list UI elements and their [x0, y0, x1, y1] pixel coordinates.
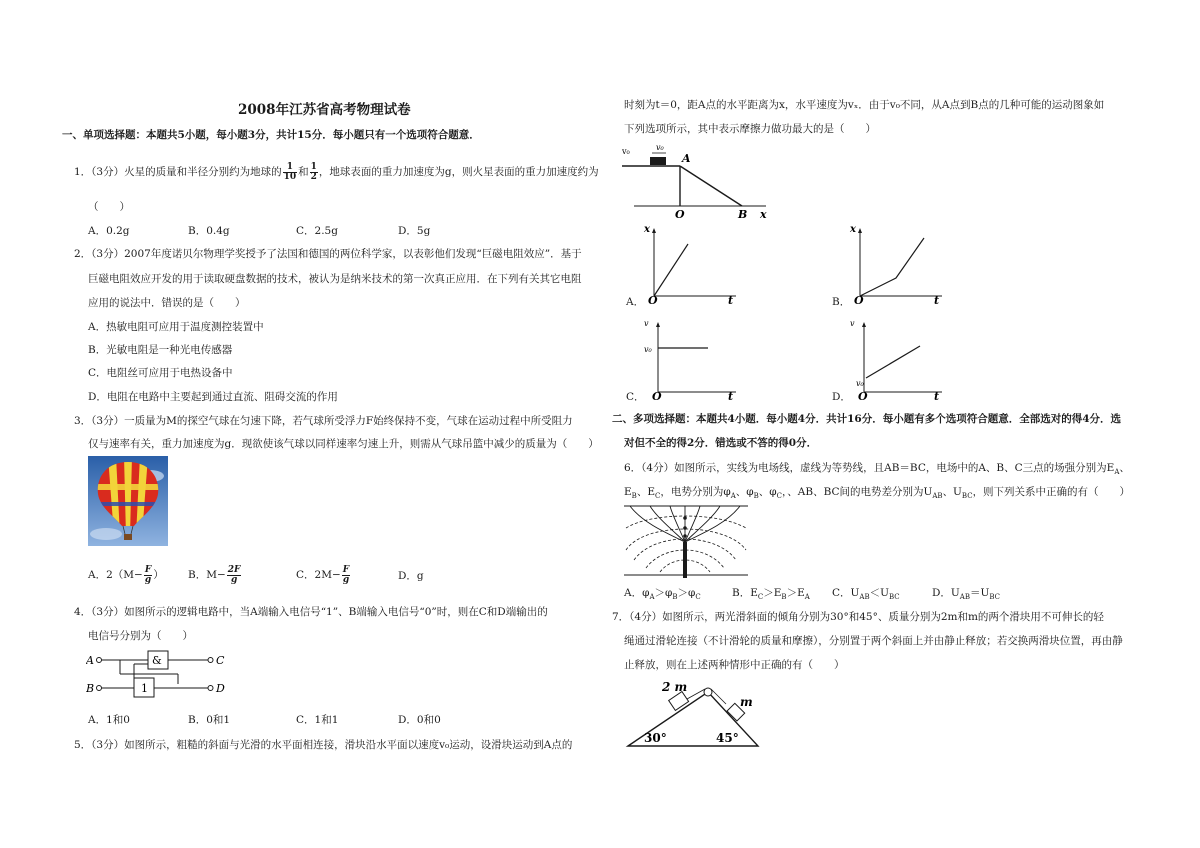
- q1-option-c: C．2.5g: [296, 225, 338, 237]
- svg-text:t: t: [934, 390, 940, 402]
- q2-option-d: D．电阻在电路中主要起到通过直流、阻碍交流的作用: [88, 391, 338, 403]
- q4-line2: 电信号分别为（ ）: [88, 630, 193, 642]
- q2-option-a: A．热敏电阻可应用于温度测控装置中: [88, 321, 264, 333]
- q5-graph-c: [640, 316, 740, 402]
- q5-option-c: C．: [626, 391, 645, 403]
- q4-option-d: D．0和0: [398, 714, 441, 726]
- svg-text:v₀: v₀: [656, 143, 664, 152]
- q6-option-a: A．$\varphi_A>\varphi_B>\varphi_C$: [624, 587, 701, 602]
- svg-text:A: A: [682, 152, 691, 165]
- q6-electric-field-diagram: [624, 502, 748, 580]
- q5-graph-a: [640, 222, 740, 306]
- not-gate-label: 1: [141, 682, 148, 695]
- q1-stem: 1．（3分）火星的质量和半径分别约为地球的 $\frac{1}{10}$ 和 $\frac{1}{2}$ ，地球表面的重力加速度为g，则火星表面的重力加速度约为: [74, 161, 599, 182]
- q1-paren: （ ）: [88, 201, 130, 213]
- q5-option-d: D．: [832, 391, 851, 403]
- logic-circuit-diagram: [86, 648, 236, 700]
- q1-option-b: B．0.4g: [188, 225, 230, 237]
- svg-text:B: B: [738, 208, 748, 220]
- q2-line3: 应用的说法中．错误的是（ ）: [88, 297, 246, 309]
- q5-incline-diagram: [620, 140, 780, 220]
- q6-line1: 6．（4分）如图所示，实线为电场线，虚线为等势线，且AB＝BC，电场中的A、B、C三点的场强分别为$E_A$、: [624, 462, 1130, 477]
- svg-text:x: x: [760, 208, 767, 220]
- svg-text:x: x: [850, 224, 856, 235]
- q3-option-b: B．M− $\frac{2F}{g}$: [188, 564, 241, 585]
- q3-line1: 3．（3分）一质量为M的探空气球在匀速下降，若气球所受浮力F始终保持不变，气球在运动过程中所受阻力: [74, 415, 573, 427]
- q4-option-c: C．1和1: [296, 714, 339, 726]
- q3-option-d: D．g: [398, 570, 424, 582]
- svg-text:45°: 45°: [716, 731, 739, 745]
- q5-line3: 下列选项所示，其中表示摩擦力做功最大的是（ ）: [624, 123, 876, 135]
- svg-text:O: O: [854, 294, 864, 306]
- label-c: C: [216, 654, 225, 667]
- q3-line2: 仅与速率有关，重力加速度为g．现欲使该气球以同样速率匀速上升，则需从气球吊篮中减少的质量为（ ）: [88, 438, 599, 450]
- svg-text:m: m: [740, 695, 753, 709]
- svg-text:x: x: [644, 224, 650, 235]
- q6-option-b: B．$E_C>E_B>E_A$: [732, 587, 810, 602]
- q5-graph-b: [846, 222, 946, 306]
- page-title: 2008年江苏省高考物理试卷: [238, 102, 411, 118]
- q3-option-c: C．2M− $\frac{F}{g}$: [296, 564, 350, 585]
- q6-option-c: C．$U_{AB}<U_{BC}$: [832, 587, 900, 602]
- svg-text:t: t: [728, 294, 734, 306]
- q7-line1: 7．（4分）如图所示，两光滑斜面的倾角分别为30°和45°、质量分别为2m和m的两个滑块用不可伸长的轻: [612, 611, 1104, 623]
- svg-text:v: v: [644, 319, 649, 328]
- svg-text:t: t: [934, 294, 940, 306]
- q5-option-a: A．: [626, 296, 645, 308]
- q2-option-c: C．电阻丝可应用于电热设备中: [88, 367, 233, 379]
- section2-line2: 对但不全的得2分．错选或不答的得0分．: [624, 437, 818, 449]
- svg-text:v: v: [850, 319, 855, 328]
- section2-line1: 二、多项选择题：本题共4小题．每小题4分．共计16分．每小题有多个选项符合题意．全部选对的得4分．选: [612, 413, 1122, 425]
- label-d: D: [216, 682, 225, 695]
- q5-option-b: B．: [832, 296, 851, 308]
- section1-heading: 一、单项选择题：本题共5小题，每小题3分，共计15分．每小题只有一个选项符合题意．: [62, 129, 480, 141]
- svg-text:O: O: [648, 294, 658, 306]
- svg-text:O: O: [675, 208, 685, 220]
- q2-option-b: B．光敏电阻是一种光电传感器: [88, 344, 233, 356]
- svg-text:O: O: [858, 390, 868, 402]
- svg-text:t: t: [728, 390, 734, 402]
- q2-line1: 2．（3分）2007年度诺贝尔物理学奖授予了法国和德国的两位科学家，以表彰他们发现“巨磁电阻效应”．基于: [74, 248, 582, 260]
- q6-line2: $E_B$、$E_C$，电势分别为$\varphi_A$、$\varphi_B$、$\varphi_C$，、AB、BC间的电势差分别为$U_{AB}$、$U_{BC}$，则下列关系中正确的有（ ）: [624, 486, 1131, 501]
- q7-line2: 绳通过滑轮连接（不计滑轮的质量和摩擦），分别置于两个斜面上并由静止释放；若交换两滑块位置，再由静: [624, 635, 1123, 647]
- q7-line3: 止释放，则在上述两种情形中正确的有（ ）: [624, 659, 845, 671]
- q5-line1: 5．（3分）如图所示，粗糙的斜面与光滑的水平面相连接，滑块沿水平面以速度v₀运动，设滑块运动到A点的: [74, 739, 573, 751]
- q6-option-d: D．$U_{AB}=U_{BC}$: [932, 587, 1000, 602]
- fraction: $\frac{1}{2}$: [310, 161, 317, 182]
- svg-text:v₀: v₀: [622, 147, 630, 156]
- fraction: $\frac{1}{10}$: [283, 161, 297, 182]
- label-a: A: [86, 654, 94, 667]
- q4-option-b: B．0和1: [188, 714, 231, 726]
- q7-double-incline-diagram: [624, 678, 764, 750]
- svg-text:v₀: v₀: [644, 345, 652, 354]
- q1-option-d: D．5g: [398, 225, 431, 237]
- and-gate-label: &: [152, 654, 162, 667]
- q5-line2: 时刻为t＝0，距A点的水平距离为x，水平速度为vₓ．由于v₀不同，从A点到B点的几种可能的运动图象如: [624, 99, 1105, 111]
- svg-text:2 m: 2 m: [662, 680, 688, 694]
- q2-line2: 巨磁电阻效应开发的用于读取硬盘数据的技术，被认为是纳米技术的第一次真正应用．在下列有关其它电阻: [88, 273, 582, 285]
- label-b: B: [86, 682, 95, 695]
- svg-text:30°: 30°: [644, 731, 667, 745]
- q3-option-a: A．2（M− $\frac{F}{g}$ ）: [88, 564, 164, 585]
- q4-option-a: A．1和0: [88, 714, 130, 726]
- svg-text:O: O: [652, 390, 662, 402]
- q4-line1: 4．（3分）如图所示的逻辑电路中，当A端输入电信号“1”、B端输入电信号“0”时，则在C和D端输出的: [74, 606, 548, 618]
- q5-graph-d: [846, 316, 946, 402]
- q1-option-a: A．0.2g: [88, 225, 130, 237]
- svg-text:v₀: v₀: [856, 379, 864, 388]
- hot-air-balloon-image: [88, 456, 168, 546]
